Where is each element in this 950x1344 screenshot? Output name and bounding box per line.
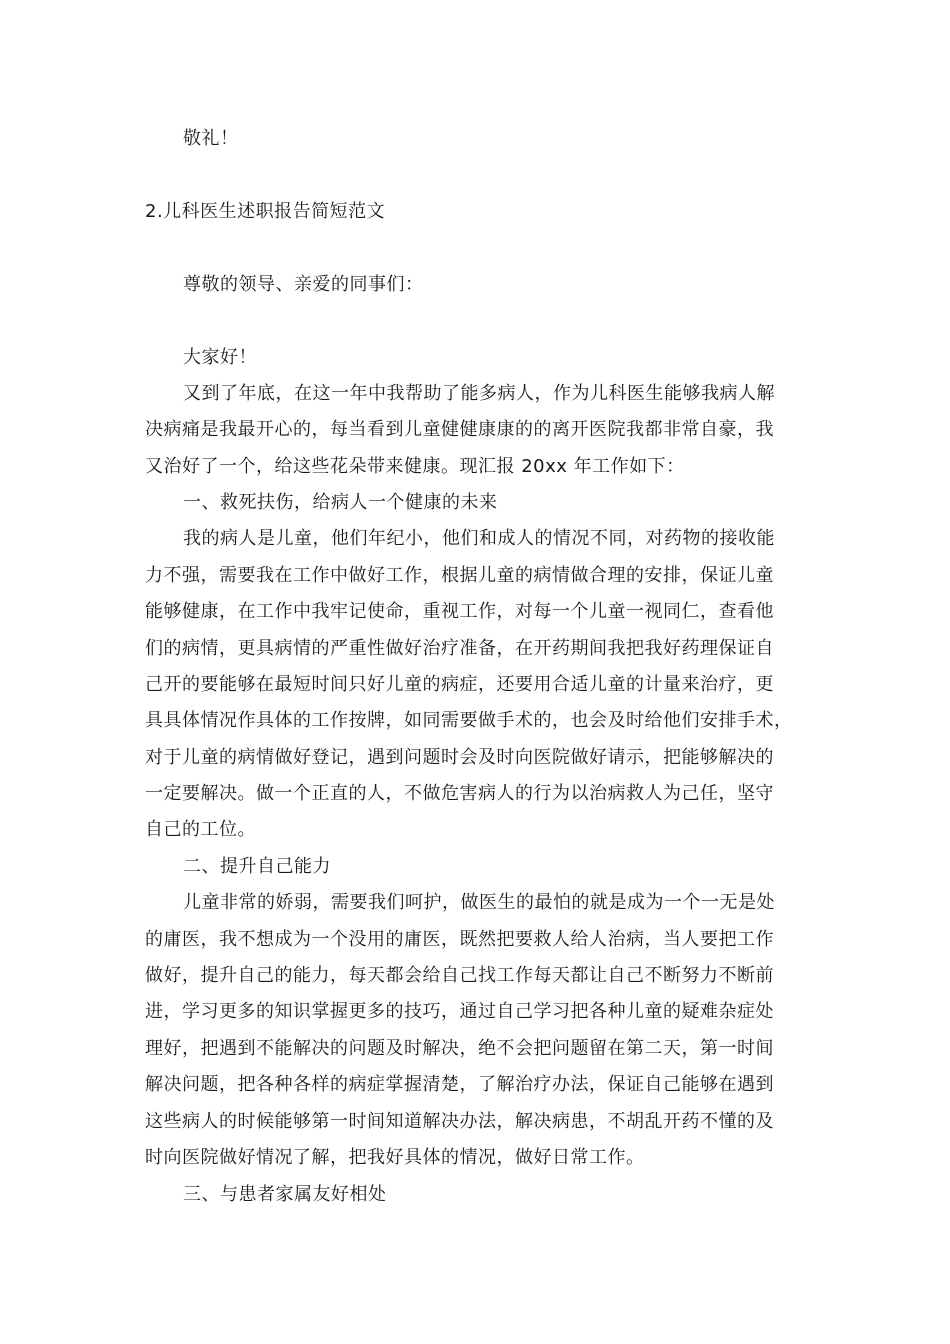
intro-line: 决病痛是我最开心的，每当看到儿童健健康康的的离开医院我都非常自豪，我: [145, 419, 774, 440]
heading-1: 一、救死扶伤，给病人一个健康的未来: [183, 492, 498, 513]
para-1-line: 一定要解决。做一个正直的人，不做危害病人的行为以治病救人为己任，坚守: [145, 783, 774, 804]
para-2-line: 时向医院做好情况了解，把我好具体的情况，做好日常工作。: [145, 1147, 645, 1168]
para-1-line: 能够健康，在工作中我牢记使命，重视工作，对每一个儿童一视同仁，查看他: [145, 601, 774, 622]
intro-line: 又到了年底，在这一年中我帮助了能多病人，作为儿科医生能够我病人解: [183, 383, 775, 404]
closing-text: 敬礼！: [183, 128, 239, 149]
para-1-line: 我的病人是儿童，他们年纪小，他们和成人的情况不同，对药物的接收能: [183, 528, 775, 549]
para-1-line: 自己的工位。: [145, 819, 256, 840]
greeting: 大家好！: [183, 347, 257, 368]
para-2-line: 这些病人的时候能够第一时间知道解决办法，解决病患，不胡乱开药不懂的及: [145, 1111, 774, 1132]
heading-2: 二、提升自己能力: [183, 856, 331, 877]
para-2-line: 做好，提升自己的能力，每天都会给自己找工作每天都让自己不断努力不断前: [145, 965, 774, 986]
para-2-line: 理好，把遇到不能解决的问题及时解决，绝不会把问题留在第二天，第一时间: [145, 1038, 774, 1059]
salutation: 尊敬的领导、亲爱的同事们：: [183, 274, 424, 295]
para-2-line: 进，学习更多的知识掌握更多的技巧，通过自己学习把各种儿童的疑难杂症处: [145, 1001, 774, 1022]
para-1-line: 力不强，需要我在工作中做好工作，根据儿童的病情做合理的安排，保证儿童: [145, 565, 774, 586]
para-2-line: 儿童非常的娇弱，需要我们呵护，做医生的最怕的就是成为一个一无是处: [183, 892, 775, 913]
para-2-line: 的庸医，我不想成为一个没用的庸医，既然把要救人给人治病，当人要把工作: [145, 929, 774, 950]
section-title: 2.儿科医生述职报告简短范文: [145, 201, 386, 222]
para-1-line: 具具体情况作具体的工作按牌，如同需要做手术的，也会及时给他们安排手术，: [145, 710, 793, 731]
para-1-line: 们的病情，更具病情的严重性做好治疗准备，在开药期间我把我好药理保证自: [145, 638, 774, 659]
para-1-line: 己开的要能够在最短时间只好儿童的病症，还要用合适儿童的计量来治疗，更: [145, 674, 774, 695]
heading-3: 三、与患者家属友好相处: [183, 1184, 387, 1205]
para-1-line: 对于儿童的病情做好登记，遇到问题时会及时向医院做好请示，把能够解决的: [145, 747, 774, 768]
intro-line: 又治好了一个，给这些花朵带来健康。现汇报 20xx 年工作如下：: [145, 456, 685, 477]
para-2-line: 解决问题，把各种各样的病症掌握清楚，了解治疗办法，保证自己能够在遇到: [145, 1074, 774, 1095]
